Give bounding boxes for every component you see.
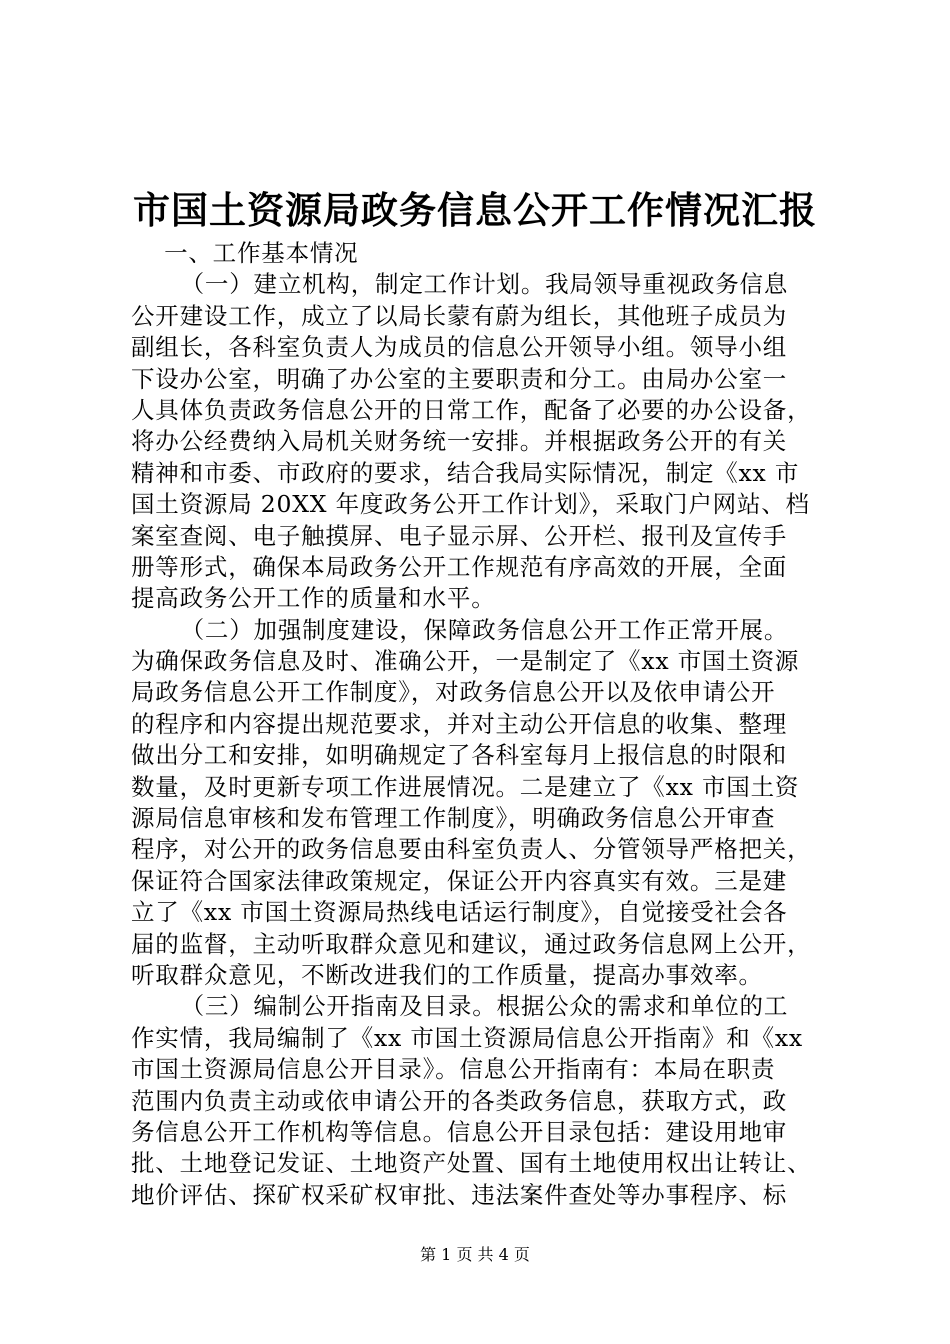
body-line: 源局信息审核和发布管理工作制度》，明确政务信息公开审查 [131, 804, 776, 833]
body-line: （三）编制公开指南及目录。根据公众的需求和单位的工 [131, 992, 789, 1021]
body-line: 下设办公室，明确了办公室的主要职责和分工。由局办公室一 [131, 364, 788, 393]
body-line: 案室查阅、电子触摸屏、电子显示屏、公开栏、报刊及宣传手 [131, 521, 788, 550]
body-line: 数量，及时更新专项工作进展情况。二是建立了《xx 市国土资 [131, 772, 800, 801]
body-line: 届的监督，主动听取群众意见和建议，通过政务信息网上公开， [131, 929, 812, 958]
body-line: 作实情，我局编制了《xx 市国土资源局信息公开指南》和《xx [131, 1023, 803, 1052]
body-line: 局政务信息公开工作制度》，对政务信息公开以及依申请公开 [131, 678, 776, 707]
body-line: 副组长，各科室负责人为成员的信息公开领导小组。领导小组 [131, 333, 788, 362]
body-line: 程序，对公开的政务信息要由科室负责人、分管领导严格把关， [131, 835, 812, 864]
body-line: 公开建设工作，成立了以局长蒙有蔚为组长，其他班子成员为 [131, 301, 788, 330]
body-line: 保证符合国家法律政策规定，保证公开内容真实有效。三是建 [131, 866, 788, 895]
document-title: 市国土资源局政务信息公开工作情况汇报 [133, 188, 817, 232]
document-body [131, 238, 831, 1211]
body-line: 批、土地登记发证、土地资产处置、国有土地使用权出让转让、 [131, 1149, 812, 1178]
page-number-footer: 第 1 页 共 4 页 [420, 1245, 530, 1264]
body-line: 国土资源局 20XX 年度政务公开工作计划》，采取门户网站、档 [131, 490, 810, 519]
body-line: 一、工作基本情况 [131, 239, 359, 267]
body-line: 册等形式，确保本局政务公开工作规范有序高效的开展，全面 [131, 552, 788, 581]
body-line: 的程序和内容提出规范要求，并对主动公开信息的收集、整理 [131, 709, 788, 738]
body-line: 人具体负责政务信息公开的日常工作，配备了必要的办公设备， [131, 395, 812, 424]
body-line: 将办公经费纳入局机关财务统一安排。并根据政务公开的有关 [131, 427, 788, 456]
body-line: 立了《xx 市国土资源局热线电话运行制度》，自觉接受社会各 [131, 898, 788, 927]
body-line: 听取群众意见，不断改进我们的工作质量，提高办事效率。 [131, 960, 763, 989]
body-line: 提高政务公开工作的质量和水平。 [131, 584, 496, 613]
body-line: 地价评估、探矿权采矿权审批、违法案件查处等办事程序、标 [131, 1180, 788, 1209]
body-line: 做出分工和安排，如明确规定了各科室每月上报信息的时限和 [131, 741, 788, 770]
body-line: 为确保政务信息及时、准确公开，一是制定了《xx 市国土资源 [131, 647, 800, 676]
body-line: （二）加强制度建设，保障政务信息公开工作正常开展。 [131, 615, 789, 644]
body-line: （一）建立机构，制定工作计划。我局领导重视政务信息 [131, 270, 789, 299]
body-line: 务信息公开工作机构等信息。信息公开目录包括：建设用地审 [131, 1117, 788, 1146]
body-line: 精神和市委、市政府的要求，结合我局实际情况，制定《xx 市 [131, 458, 800, 487]
body-line: 市国土资源局信息公开目录》。信息公开指南有：本局在职责 [131, 1055, 776, 1084]
body-line: 范围内负责主动或依申请公开的各类政务信息，获取方式，政 [131, 1086, 788, 1115]
